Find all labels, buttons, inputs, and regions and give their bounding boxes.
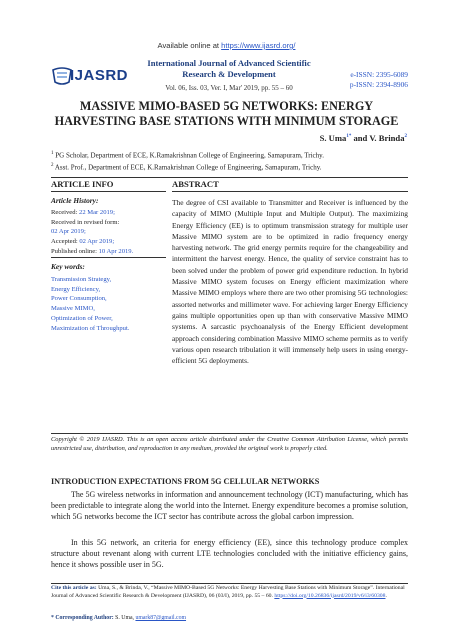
affiliation-1-marker: 1 bbox=[51, 151, 54, 156]
title-line2: HARVESTING BASE STATIONS WITH MINIMUM STORAGE bbox=[54, 114, 399, 128]
journal-name-line1: International Journal of Advanced Scientific bbox=[147, 58, 311, 68]
cite-label: Cite this article as: bbox=[51, 585, 97, 591]
divider bbox=[172, 191, 408, 192]
article-info-heading: ARTICLE INFO bbox=[51, 179, 114, 189]
keyword: Maximization of Throughput. bbox=[51, 324, 130, 332]
divider bbox=[51, 191, 166, 192]
affiliation-2 bbox=[51, 163, 322, 171]
journal-logo bbox=[51, 64, 133, 90]
received-row bbox=[51, 208, 169, 218]
author-conjunction: and bbox=[351, 133, 370, 143]
affiliation-2-text: Asst. Prof., Department of ECE, K.Ramakrishnan College of Engineering, Samapuram, Trichy. bbox=[53, 163, 322, 172]
title-line1: MASSIVE MIMO-BASED 5G NETWORKS: ENERGY bbox=[79, 99, 374, 113]
keywords-heading: Key words: bbox=[51, 262, 85, 271]
section-heading: INTRODUCTION EXPECTATIONS FROM 5G CELLULAR NETWORKS bbox=[51, 477, 320, 486]
journal-name bbox=[134, 58, 324, 94]
corresponding-author bbox=[51, 615, 186, 621]
copyright-notice: Copyright © 2019 IJASRD. This is an open access article distributed under the Creative Common Attribution License, which permits unrestricted use, distribution, and reproduction in any medium, provided the original work is properly cited. bbox=[51, 436, 408, 452]
divider bbox=[51, 177, 408, 178]
published-label: Published online: bbox=[51, 247, 99, 255]
affiliation-1-text: PG Scholar, Department of ECE, K.Ramakrishnan College of Engineering, Samapuram, Trichy. bbox=[53, 151, 324, 160]
logo-text: IJASRD bbox=[70, 67, 129, 84]
journal-url-link[interactable]: https://www.ijasrd.org/ bbox=[221, 41, 296, 50]
keyword: Transmission Strategy, bbox=[51, 275, 112, 283]
availability-label: Available online at bbox=[157, 41, 222, 50]
revised-label: Received in revised form: bbox=[51, 218, 120, 226]
keyword: Power Consumption, bbox=[51, 295, 107, 303]
author-line bbox=[320, 133, 407, 143]
body-paragraph: In this 5G network, an criteria for energy efficiency (EE), since this technology produce complex structure about revenant along with current LTE technologies concluded with the initiative efficiency gains, hence it shows possible user in 5G. bbox=[51, 538, 408, 570]
keyword: Energy Efficiency, bbox=[51, 285, 101, 293]
volume-reference: Vol. 06, Iss. 03, Ver. I, Mar' 2019, pp. 55 – 60 bbox=[165, 84, 293, 92]
divider bbox=[51, 257, 166, 258]
keywords bbox=[51, 262, 169, 334]
affiliation-1 bbox=[51, 151, 324, 159]
article-history bbox=[51, 196, 169, 257]
body-paragraph: The 5G wireless networks in information and announcement technology (ICT) manufacturing, which has been predictable to integrate along the world into the Internet. Energy expenditure becomes a promise solution, which 5G networks become the ICT sector has contribute across the global carbon impression. bbox=[51, 490, 408, 522]
keyword: Massive MIMO, bbox=[51, 305, 95, 313]
article-title bbox=[0, 99, 453, 129]
pissn: p-ISSN: 2394-8906 bbox=[349, 80, 408, 89]
citation-block bbox=[51, 585, 408, 600]
accepted-row bbox=[51, 237, 169, 247]
issn-block bbox=[330, 70, 408, 90]
abstract-heading: ABSTRACT bbox=[172, 179, 219, 189]
author-2-marker: 2 bbox=[404, 134, 407, 140]
journal-name-line2: Research & Development bbox=[182, 69, 276, 79]
eissn: e-ISSN: 2395-6089 bbox=[350, 70, 408, 79]
email-link[interactable]: umark87@gmail.com bbox=[135, 615, 187, 621]
history-heading: Article History: bbox=[51, 196, 99, 205]
author-2: V. Brinda bbox=[369, 133, 405, 143]
author-1-marker: 1* bbox=[346, 134, 352, 140]
received-date: 22 Mar 2019; bbox=[79, 208, 115, 216]
divider bbox=[51, 433, 408, 434]
doi-link[interactable]: https://doi.org/10.26836/ijasrd/2019/v6/i3/60308 bbox=[274, 592, 386, 599]
received-label: Received: bbox=[51, 208, 80, 216]
accepted-label: Accepted: bbox=[51, 238, 80, 246]
availability-line bbox=[0, 41, 453, 50]
divider bbox=[51, 583, 408, 584]
cite-end: . bbox=[385, 592, 387, 599]
cite-text: Uma, S., & Brinda, V., “Massive MIMO-Based 5G Networks: Energy Harvesting Base Stations with Minimum Storage”. International Journal of Advanced Scientific Research & Development (IJASRD), 06 (03/I), 2019, pp. 55 – 60. bbox=[51, 585, 405, 599]
abstract-text: The degree of CSI available to Transmitter and Receiver is influenced by the capacity of MIMO (Multiple Input and Multiple Output). The maximizing Energy Efficiency (EE) is to optimum transmission strategy for multiple user Massive MIMO system are to be optimized in radio frequency energy harvesting network. The grid energy permits require for the changeability and intermittent the harvest energy. Hence, the quality of service constraint has to been solved under the problem of power grid expenditure reduction. In hybrid Massive MIMO system focuses on Energy efficient maximization where Massive MIMO employs where there are two other promising 5G technologies: assorted networks and millimeter wave. For achieving larger Energy Efficiency gains multiple opportunities open up than with conservative Massive MIMO systems. A sarcastic psychoanalysis of the Energy Efficient development approach considering combination Massive MIMO scheme permits as to verify various open research tribulation it will immensely help users in using energy-efficient 5G deployments. bbox=[172, 198, 408, 366]
revised-date: 02 Apr 2019; bbox=[51, 228, 86, 236]
corresponding-name: S. Uma, bbox=[113, 615, 136, 621]
author-1: S. Uma bbox=[319, 133, 347, 143]
affiliation-2-marker: 2 bbox=[51, 163, 54, 168]
accepted-date: 02 Apr 2019; bbox=[79, 238, 115, 246]
published-date: 10 Apr 2019. bbox=[98, 247, 134, 255]
keyword: Optimization of Power, bbox=[51, 314, 113, 322]
published-row bbox=[51, 247, 169, 257]
corresponding-label: * Corresponding Author: bbox=[51, 615, 114, 621]
